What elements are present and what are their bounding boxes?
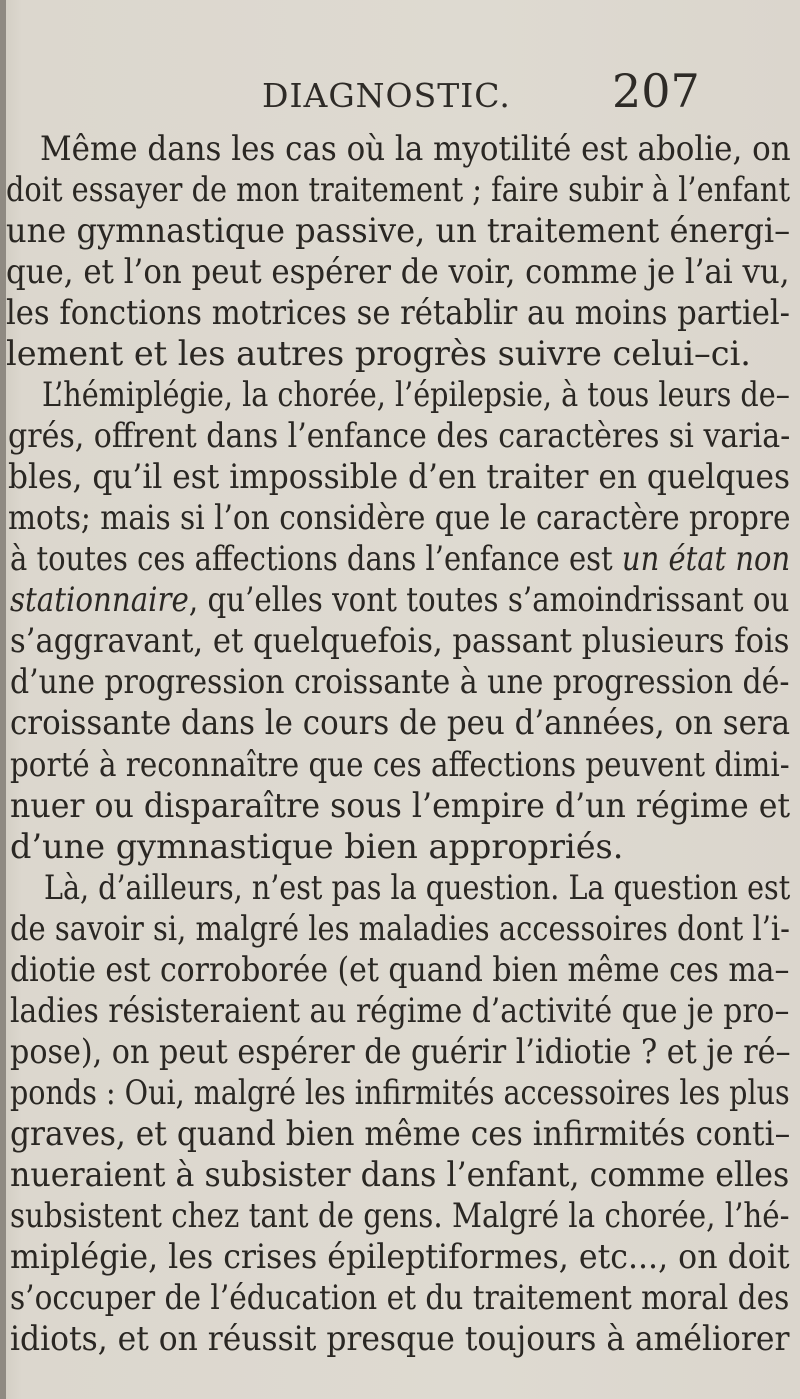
running-title: DIAGNOSTIC. [262, 76, 511, 115]
text-line-1: Même dans les cas où la myotilité est abolie, on [40, 129, 791, 168]
text-line-17: nuer ou disparaître sous l’empire d’un régime et [10, 786, 791, 825]
text-line-30: idiots, et on réussit presque toujours à améliorer [10, 1319, 790, 1358]
text-line-23: pose), on peut espérer de guérir l’idiotie ? et je ré– [10, 1032, 791, 1071]
text-line-6: lement et les autres progrès suivre celui–ci. [6, 334, 751, 373]
text-line-11-italic: un état non [621, 539, 791, 578]
text-line-2: doit essayer de mon traitement ; faire subir à l’enfant [6, 170, 791, 209]
text-line-15: croissante dans le cours de peu d’années, on sera [10, 703, 791, 742]
text-line-29: s’occuper de l’éducation et du traitement moral des [10, 1278, 790, 1317]
text-line-16: porté à reconnaître que ces affections peuvent dimi- [10, 745, 790, 784]
text-line-22: ladies résisteraient au régime d’activité que je pro– [10, 991, 790, 1030]
running-head [0, 62, 800, 122]
text-line-24: ponds : Oui, malgré les infirmités accessoires les plus [10, 1073, 790, 1112]
text-line-14: d’une progression croissante à une progression dé- [10, 662, 790, 701]
text-line-26: nueraient à subsister dans l’enfant, comme elles [10, 1155, 790, 1194]
text-line-11 [10, 538, 790, 579]
text-line-5: les fonctions motrices se rétablir au moins partiel- [6, 293, 791, 332]
text-line-11-roman: à toutes ces affections dans l’enfance est [10, 539, 622, 578]
text-line-21: diotie est corroborée (et quand bien même ces ma– [10, 950, 790, 989]
text-line-20: de savoir si, malgré les maladies accessoires dont l’i- [10, 909, 790, 948]
page-number: 207 [612, 64, 700, 118]
text-line-19: Là, d’ailleurs, n’est pas la question. La question est [44, 868, 791, 907]
text-line-28: miplégie, les crises épileptiformes, etc..., on doit [10, 1237, 790, 1276]
text-line-3: une gymnastique passive, un traitement énergi– [6, 211, 791, 250]
text-line-25: graves, et quand bien même ces infirmités conti– [10, 1114, 791, 1153]
text-line-8: grés, offrent dans l’enfance des caractères si varia- [8, 416, 791, 455]
text-line-12 [10, 579, 789, 620]
text-line-7: L’hémiplégie, la chorée, l’épilepsie, à tous leurs de– [42, 375, 790, 414]
text-line-10: mots; mais si l’on considère que le caractère propre [8, 498, 791, 537]
text-line-9: bles, qu’il est impossible d’en traiter en quelques [8, 457, 791, 496]
text-line-13: s’aggravant, et quelquefois, passant plusieurs fois [10, 621, 790, 660]
text-line-12-italic: stationnaire [10, 580, 189, 619]
text-line-4: que, et l’on peut espérer de voir, comme je l’ai vu, [6, 252, 790, 291]
text-line-12-roman: , qu’elles vont toutes s’amoindrissant ou [188, 580, 790, 619]
text-line-27: subsistent chez tant de gens. Malgré la chorée, l’hé- [10, 1196, 790, 1235]
text-line-18: d’une gymnastique bien appropriés. [10, 827, 624, 866]
